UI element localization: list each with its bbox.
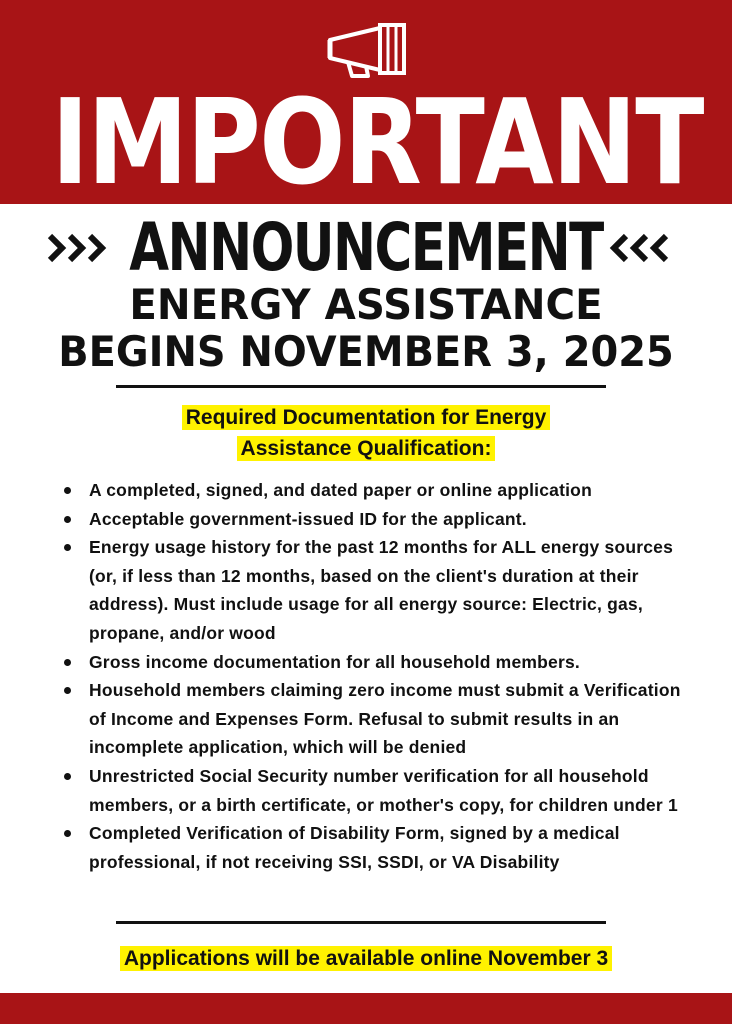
list-item: Energy usage history for the past 12 months for ALL energy sources (or, if less than 12 months, based on the client's duration at their address). Must include usage for all energy source: Electric, gas, propane, and/or wood: [62, 533, 702, 647]
important-title: IMPORTANT: [51, 73, 703, 211]
requirements-list: [62, 476, 702, 876]
list-item: Household members claiming zero income must submit a Verification of Income and Expenses Form. Refusal to submit results in an incomplete application, which will be denied: [62, 676, 702, 762]
requirements-heading: [0, 402, 732, 464]
header-banner: [0, 0, 732, 211]
requirements-heading-line2: Assistance Qualification:: [237, 436, 496, 461]
headline-program: ENERGY ASSISTANCE: [129, 280, 603, 329]
announcement-row: [0, 210, 732, 286]
divider-top: [116, 385, 606, 388]
availability-note-text: Applications will be available online November 3: [120, 946, 612, 971]
divider-bottom: [116, 921, 606, 924]
list-item: Unrestricted Social Security number verification for all household members, or a birth certificate, or mother's copy, for children under 1: [62, 762, 702, 819]
announcement-title: ANNOUNCEMENT: [129, 209, 603, 286]
requirements-heading-line1: Required Documentation for Energy: [182, 405, 551, 430]
availability-note: [0, 944, 732, 974]
headline-date: BEGINS NOVEMBER 3, 2025: [58, 327, 674, 376]
list-item: Completed Verification of Disability Form, signed by a medical professional, if not receiving SSI, SSDI, or VA Disability: [62, 819, 702, 876]
list-item: A completed, signed, and dated paper or online application: [62, 476, 702, 505]
list-item: Gross income documentation for all household members.: [62, 648, 702, 677]
footer-banner: [0, 993, 732, 1024]
megaphone-icon: [324, 22, 410, 78]
chevrons-left-icon: [606, 232, 670, 264]
list-item: Acceptable government-issued ID for the applicant.: [62, 505, 702, 534]
